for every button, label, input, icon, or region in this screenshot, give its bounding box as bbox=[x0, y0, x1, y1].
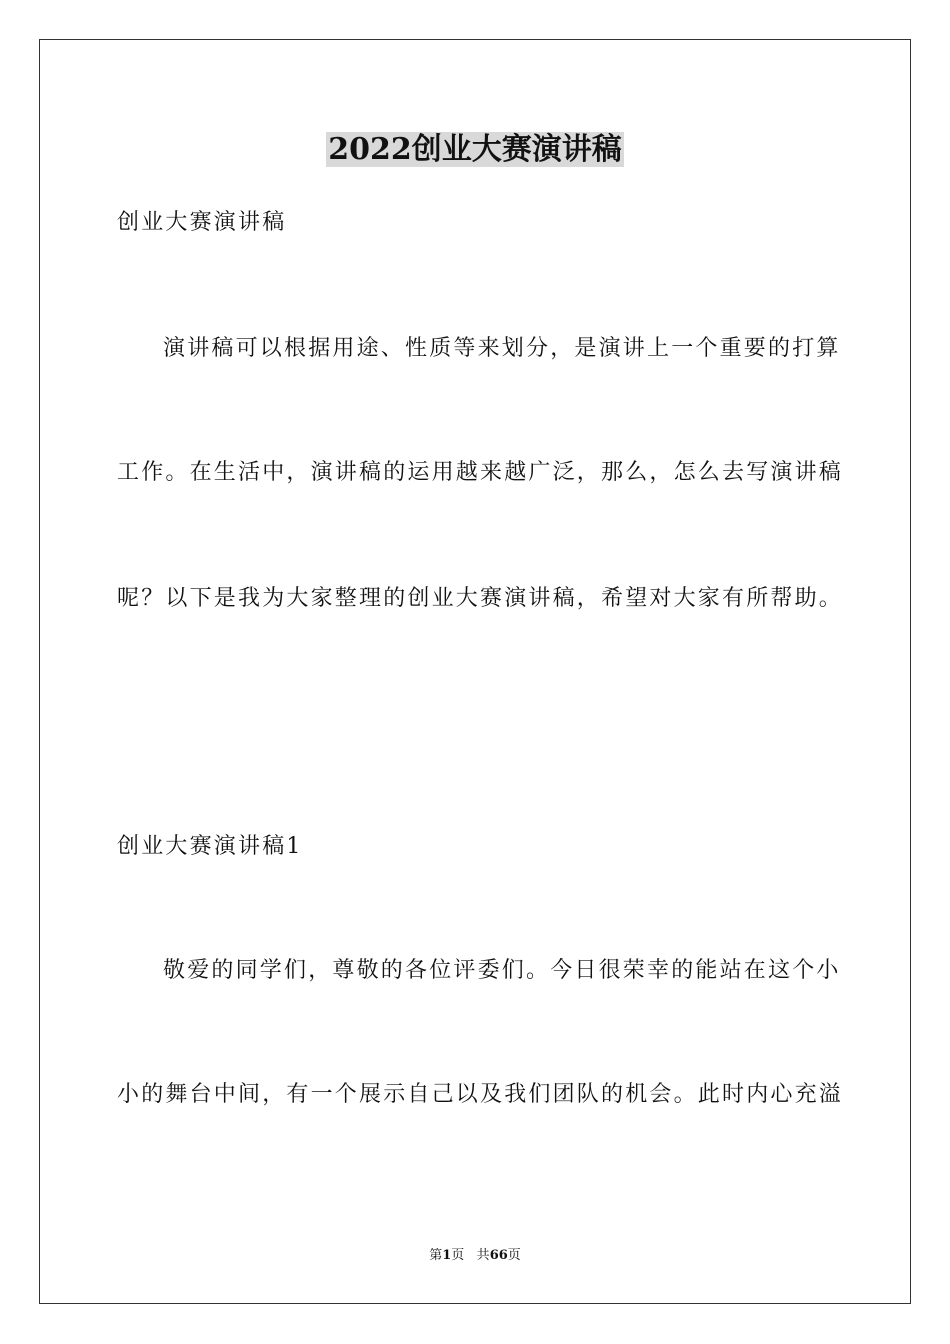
document-title-text: 2022创业大赛演讲稿 bbox=[328, 132, 622, 167]
footer-total-suffix: 页 bbox=[507, 1248, 521, 1263]
document-title bbox=[0, 128, 950, 172]
paragraph-line: 敬爱的同学们，尊敬的各位评委们。今日很荣幸的能站在这个小 bbox=[163, 958, 841, 983]
paragraph-line: 演讲稿可以根据用途、性质等来划分，是演讲上一个重要的打算 bbox=[163, 336, 841, 361]
section-heading: 创业大赛演讲稿1 bbox=[117, 834, 303, 859]
paragraph-line: 呢？以下是我为大家整理的创业大赛演讲稿，希望对大家有所帮助。 bbox=[117, 586, 844, 611]
paragraph-line: 小的舞台中间，有一个展示自己以及我们团队的机会。此时内心充溢 bbox=[117, 1082, 844, 1107]
page-footer bbox=[0, 1247, 950, 1265]
footer-total-pages: 66 bbox=[489, 1248, 508, 1263]
footer-total-prefix: 共 bbox=[476, 1248, 490, 1263]
footer-prefix: 第 bbox=[429, 1248, 443, 1263]
section-heading: 创业大赛演讲稿 bbox=[117, 210, 287, 235]
footer-page-suffix: 页 bbox=[451, 1248, 465, 1263]
paragraph-line: 工作。在生活中，演讲稿的运用越来越广泛，那么，怎么去写演讲稿 bbox=[117, 460, 844, 485]
footer-page-number: 1 bbox=[442, 1248, 452, 1263]
